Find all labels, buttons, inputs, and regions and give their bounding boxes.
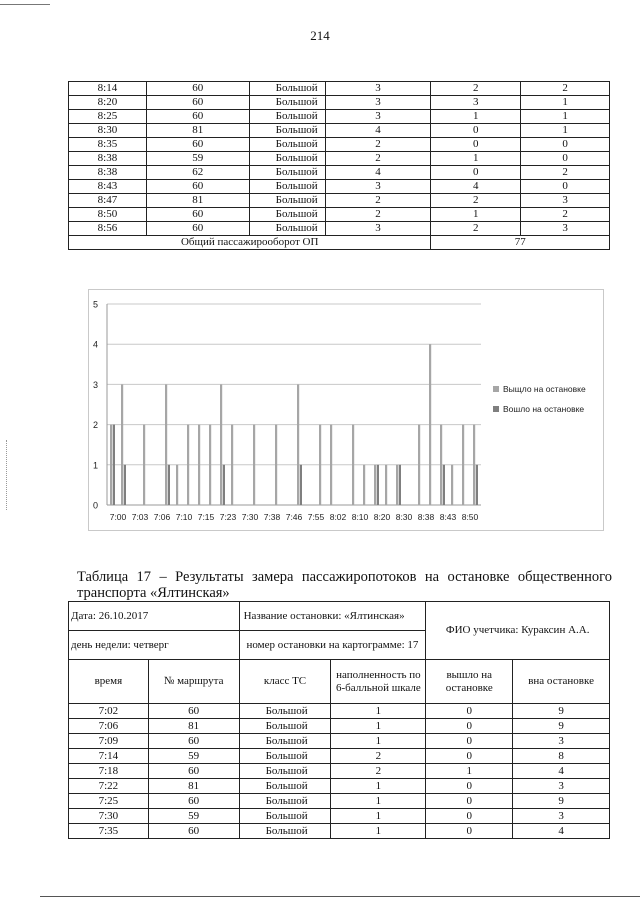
vehicle-class-cell: Большой <box>249 166 325 180</box>
exited-cell: 0 <box>426 779 513 794</box>
x-tick-label: 7:38 <box>263 512 281 522</box>
bar <box>330 425 332 505</box>
vehicle-class-cell: Большой <box>249 208 325 222</box>
entered-cell: 9 <box>513 719 610 734</box>
header-entered: вна остановке <box>513 660 610 704</box>
bottom-table-body <box>69 704 610 839</box>
exited-cell: 2 <box>431 194 521 208</box>
header-vehicle-class: класс ТС <box>239 660 331 704</box>
entered-cell: 2 <box>521 166 610 180</box>
fullness-cell: 1 <box>331 809 426 824</box>
time-cell: 8:43 <box>69 180 147 194</box>
y-tick-label: 3 <box>93 379 99 390</box>
total-value: 77 <box>431 236 610 250</box>
bar <box>176 465 178 505</box>
exited-cell: 4 <box>431 180 521 194</box>
table-row <box>69 719 610 734</box>
x-tick-label: 8:30 <box>395 512 413 522</box>
vehicle-class-cell: Большой <box>249 194 325 208</box>
time-cell: 7:18 <box>69 764 149 779</box>
bar <box>113 425 115 505</box>
time-cell: 8:56 <box>69 222 147 236</box>
exited-cell: 0 <box>431 124 521 138</box>
time-cell: 8:30 <box>69 124 147 138</box>
route-cell: 60 <box>146 82 249 96</box>
time-cell: 8:14 <box>69 82 147 96</box>
exited-cell: 0 <box>426 749 513 764</box>
passenger-chart <box>88 289 604 531</box>
table-row <box>69 82 610 96</box>
total-label: Общий пассажирооборот ОП <box>69 236 431 250</box>
scan-artifact-dots <box>6 440 8 510</box>
table-row <box>69 764 610 779</box>
bar <box>165 384 167 505</box>
fullness-cell: 3 <box>325 222 431 236</box>
entered-cell: 0 <box>521 138 610 152</box>
bar <box>385 465 387 505</box>
x-tick-label: 8:50 <box>461 512 479 522</box>
time-cell: 8:35 <box>69 138 147 152</box>
legend-label: Выщло на остановке <box>503 384 586 394</box>
vehicle-class-cell: Большой <box>249 152 325 166</box>
time-cell: 7:25 <box>69 794 149 809</box>
time-cell: 8:50 <box>69 208 147 222</box>
scan-artifact-line <box>0 4 50 5</box>
entered-cell: 1 <box>521 96 610 110</box>
fullness-cell: 1 <box>331 719 426 734</box>
fullness-cell: 2 <box>325 208 431 222</box>
bar <box>399 465 401 505</box>
table-row <box>69 166 610 180</box>
time-cell: 7:06 <box>69 719 149 734</box>
x-tick-label: 7:30 <box>241 512 259 522</box>
legend-label: Вошло на остановке <box>503 404 585 414</box>
header-time: время <box>69 660 149 704</box>
bar <box>253 425 255 505</box>
exited-cell: 0 <box>426 719 513 734</box>
vehicle-class-cell: Большой <box>249 96 325 110</box>
vehicle-class-cell: Большой <box>239 734 331 749</box>
x-tick-label: 7:23 <box>219 512 237 522</box>
time-cell: 8:38 <box>69 166 147 180</box>
table-row <box>69 152 610 166</box>
stop-number-cell: номер остановки на картограмме: 17 <box>239 631 426 660</box>
top-table-body <box>69 82 610 250</box>
route-cell: 81 <box>148 779 239 794</box>
time-cell: 7:22 <box>69 779 149 794</box>
bar <box>352 425 354 505</box>
fullness-cell: 1 <box>331 779 426 794</box>
fullness-cell: 4 <box>325 166 431 180</box>
fullness-cell: 3 <box>325 110 431 124</box>
exited-cell: 1 <box>426 764 513 779</box>
table-row <box>69 222 610 236</box>
x-tick-label: 8:02 <box>329 512 347 522</box>
route-cell: 60 <box>146 110 249 124</box>
table-row <box>69 138 610 152</box>
table-caption: Таблица 17 – Результаты замера пассажиропотоков на остановке общественного транспорта «Ялтинская» <box>77 569 612 601</box>
x-tick-label: 7:55 <box>307 512 325 522</box>
exited-cell: 2 <box>431 222 521 236</box>
exited-cell: 0 <box>426 704 513 719</box>
vehicle-class-cell: Большой <box>249 124 325 138</box>
route-cell: 60 <box>148 764 239 779</box>
bar <box>300 465 302 505</box>
time-cell: 7:02 <box>69 704 149 719</box>
vehicle-class-cell: Большой <box>249 82 325 96</box>
table-row <box>69 809 610 824</box>
header-route: № маршрута <box>148 660 239 704</box>
fullness-cell: 1 <box>331 794 426 809</box>
route-cell: 60 <box>146 138 249 152</box>
time-cell: 7:35 <box>69 824 149 839</box>
bar <box>473 425 475 505</box>
entered-cell: 0 <box>521 152 610 166</box>
entered-cell: 1 <box>521 124 610 138</box>
fullness-cell: 2 <box>325 152 431 166</box>
vehicle-class-cell: Большой <box>239 794 331 809</box>
bar <box>110 425 112 505</box>
fullness-cell: 2 <box>325 138 431 152</box>
exited-cell: 0 <box>426 794 513 809</box>
bar <box>429 344 431 505</box>
y-tick-label: 5 <box>93 299 99 310</box>
y-tick-label: 0 <box>93 500 99 511</box>
time-cell: 7:09 <box>69 734 149 749</box>
vehicle-class-cell: Большой <box>249 222 325 236</box>
fullness-cell: 2 <box>325 194 431 208</box>
exited-cell: 1 <box>431 110 521 124</box>
x-tick-label: 7:00 <box>109 512 127 522</box>
weekday-cell: день недели: четверг <box>69 631 240 660</box>
x-tick-label: 8:43 <box>439 512 457 522</box>
vehicle-class-cell: Большой <box>239 824 331 839</box>
vehicle-class-cell: Большой <box>239 779 331 794</box>
time-cell: 8:47 <box>69 194 147 208</box>
vehicle-class-cell: Большой <box>249 110 325 124</box>
entered-cell: 8 <box>513 749 610 764</box>
bar <box>443 465 445 505</box>
entered-cell: 0 <box>521 180 610 194</box>
route-cell: 81 <box>148 719 239 734</box>
bar <box>396 465 398 505</box>
bar <box>297 384 299 505</box>
date-cell: Дата: 26.10.2017 <box>69 602 240 631</box>
vehicle-class-cell: Большой <box>239 749 331 764</box>
bar <box>451 465 453 505</box>
fullness-cell: 3 <box>325 96 431 110</box>
route-cell: 81 <box>146 194 249 208</box>
header-fullness: наполненность по 6-балльной шкале <box>331 660 426 704</box>
route-cell: 60 <box>148 734 239 749</box>
passenger-flow-table-yaltinskaya <box>68 601 610 839</box>
route-cell: 81 <box>146 124 249 138</box>
header-exited: вышло на остановке <box>426 660 513 704</box>
bar <box>418 425 420 505</box>
legend-swatch <box>493 406 499 412</box>
bar <box>374 465 376 505</box>
y-tick-label: 4 <box>93 339 99 350</box>
bar <box>440 425 442 505</box>
vehicle-class-cell: Большой <box>249 180 325 194</box>
x-tick-label: 8:20 <box>373 512 391 522</box>
legend-swatch <box>493 386 499 392</box>
page-number: 214 <box>310 28 330 43</box>
fullness-cell: 3 <box>325 180 431 194</box>
bar <box>377 465 379 505</box>
bar <box>223 465 225 505</box>
bar <box>168 465 170 505</box>
y-tick-label: 2 <box>93 420 99 431</box>
fullness-cell: 1 <box>331 824 426 839</box>
bar <box>476 465 478 505</box>
bar <box>275 425 277 505</box>
table-row <box>69 96 610 110</box>
table-row <box>69 824 610 839</box>
route-cell: 59 <box>148 749 239 764</box>
x-tick-label: 7:10 <box>175 512 193 522</box>
bar <box>121 384 123 505</box>
x-tick-label: 7:15 <box>197 512 215 522</box>
entered-cell: 2 <box>521 82 610 96</box>
bar <box>198 425 200 505</box>
table-row <box>69 794 610 809</box>
exited-cell: 2 <box>431 82 521 96</box>
exited-cell: 0 <box>426 824 513 839</box>
bar <box>209 425 211 505</box>
time-cell: 7:30 <box>69 809 149 824</box>
bar <box>363 465 365 505</box>
time-cell: 8:38 <box>69 152 147 166</box>
bar <box>462 425 464 505</box>
entered-cell: 3 <box>513 779 610 794</box>
route-cell: 60 <box>148 824 239 839</box>
exited-cell: 0 <box>426 809 513 824</box>
route-cell: 60 <box>148 704 239 719</box>
route-cell: 60 <box>146 222 249 236</box>
exited-cell: 0 <box>431 166 521 180</box>
route-cell: 62 <box>146 166 249 180</box>
vehicle-class-cell: Большой <box>239 764 331 779</box>
bar <box>124 465 126 505</box>
entered-cell: 4 <box>513 824 610 839</box>
time-cell: 8:25 <box>69 110 147 124</box>
entered-cell: 3 <box>513 809 610 824</box>
table-row <box>69 180 610 194</box>
fullness-cell: 1 <box>331 704 426 719</box>
passenger-flow-table-top <box>68 81 610 250</box>
x-tick-label: 8:10 <box>351 512 369 522</box>
vehicle-class-cell: Большой <box>239 704 331 719</box>
bar <box>220 384 222 505</box>
bottom-rule <box>40 896 640 897</box>
entered-cell: 9 <box>513 794 610 809</box>
vehicle-class-cell: Большой <box>239 719 331 734</box>
fullness-cell: 3 <box>325 82 431 96</box>
route-cell: 60 <box>148 794 239 809</box>
bar <box>187 425 189 505</box>
y-tick-label: 1 <box>93 460 99 471</box>
counter-cell: ФИО учетчика: Кураксин А.А. <box>426 602 610 660</box>
vehicle-class-cell: Большой <box>249 138 325 152</box>
x-tick-label: 8:38 <box>417 512 435 522</box>
table-row <box>69 208 610 222</box>
total-row <box>69 236 610 250</box>
fullness-cell: 2 <box>331 764 426 779</box>
stop-name-cell: Название остановки: «Ялтинская» <box>239 602 426 631</box>
table-row <box>69 749 610 764</box>
exited-cell: 1 <box>431 152 521 166</box>
fullness-cell: 2 <box>331 749 426 764</box>
exited-cell: 3 <box>431 96 521 110</box>
vehicle-class-cell: Большой <box>239 809 331 824</box>
bar <box>319 425 321 505</box>
entered-cell: 4 <box>513 764 610 779</box>
entered-cell: 1 <box>521 110 610 124</box>
route-cell: 59 <box>148 809 239 824</box>
table-row <box>69 734 610 749</box>
entered-cell: 3 <box>521 222 610 236</box>
exited-cell: 0 <box>426 734 513 749</box>
exited-cell: 0 <box>431 138 521 152</box>
time-cell: 7:14 <box>69 749 149 764</box>
route-cell: 60 <box>146 96 249 110</box>
entered-cell: 9 <box>513 704 610 719</box>
table-row <box>69 779 610 794</box>
entered-cell: 3 <box>513 734 610 749</box>
table-row <box>69 704 610 719</box>
table-row <box>69 124 610 138</box>
x-tick-label: 7:03 <box>131 512 149 522</box>
table-row <box>69 110 610 124</box>
x-tick-label: 7:46 <box>285 512 303 522</box>
fullness-cell: 4 <box>325 124 431 138</box>
route-cell: 59 <box>146 152 249 166</box>
chart-svg <box>89 290 603 530</box>
entered-cell: 2 <box>521 208 610 222</box>
entered-cell: 3 <box>521 194 610 208</box>
table-row <box>69 194 610 208</box>
fullness-cell: 1 <box>331 734 426 749</box>
x-tick-label: 7:06 <box>153 512 171 522</box>
time-cell: 8:20 <box>69 96 147 110</box>
bar <box>231 425 233 505</box>
route-cell: 60 <box>146 180 249 194</box>
exited-cell: 1 <box>431 208 521 222</box>
route-cell: 60 <box>146 208 249 222</box>
bar <box>143 425 145 505</box>
